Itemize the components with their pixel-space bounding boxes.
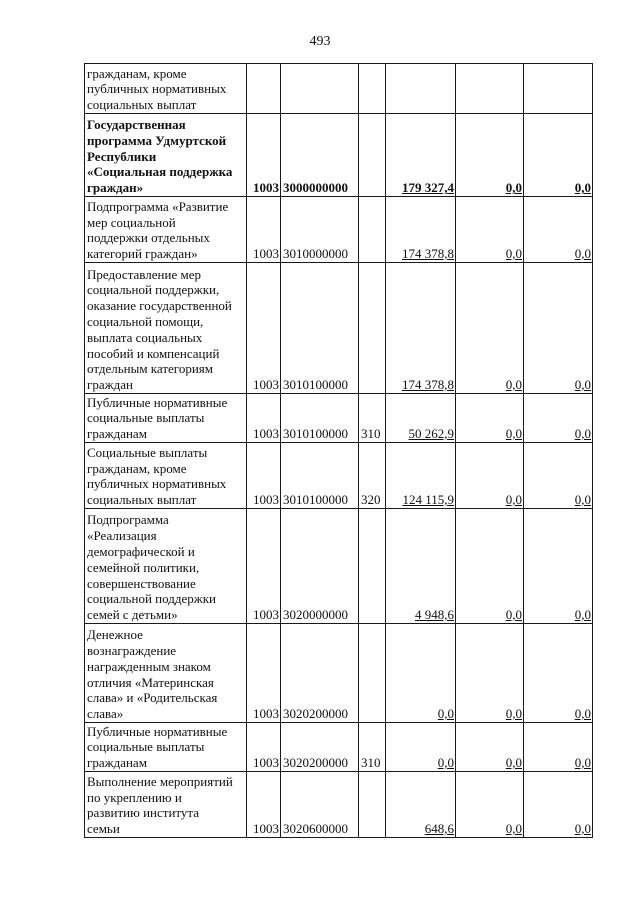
amount-year-1: 0,0 [386,624,456,723]
amount-year-1: 50 262,9 [386,394,456,443]
expense-type-code: 310 [359,394,386,443]
budget-table [84,63,593,838]
target-article-code: 3010100000 [281,443,359,509]
row-name: Государственная программа Удмуртской Республики «Социальная поддержка граждан» [85,114,247,197]
expense-type-code [359,197,386,263]
page-number: 493 [309,34,331,49]
amount-year-3: 0,0 [524,624,593,723]
amount-year-3: 0,0 [524,394,593,443]
amount-year-2: 0,0 [456,114,524,197]
amount-year-1: 0,0 [386,723,456,772]
table-row [85,624,593,723]
amount-year-3: 0,0 [524,772,593,838]
amount-year-3: 0,0 [524,723,593,772]
amount-year-3: 0,0 [524,443,593,509]
amount-year-3: 0,0 [524,263,593,394]
target-article-code: 3020200000 [281,723,359,772]
table-row [85,394,593,443]
amount-year-3: 0,0 [524,197,593,263]
row-name: Публичные нормативные социальные выплаты гражданам [85,394,247,443]
expense-type-code: 320 [359,443,386,509]
section-code: 1003 [247,723,281,772]
section-code: 1003 [247,772,281,838]
table-row [85,114,593,197]
section-code: 1003 [247,443,281,509]
amount-year-2 [456,64,524,114]
section-code: 1003 [247,624,281,723]
expense-type-code [359,509,386,624]
target-article-code: 3020000000 [281,509,359,624]
expense-type-code: 310 [359,723,386,772]
amount-year-1: 174 378,8 [386,197,456,263]
amount-year-2: 0,0 [456,394,524,443]
amount-year-3: 0,0 [524,114,593,197]
row-name: Денежное вознаграждение награжденным знаком отличия «Материнская слава» и «Родительская слава» [85,624,247,723]
target-article-code: 3000000000 [281,114,359,197]
row-name: Подпрограмма «Реализация демографической и семейной политики, совершенствование социальной поддержки семей с детьми» [85,509,247,624]
amount-year-2: 0,0 [456,197,524,263]
target-article-code: 3010000000 [281,197,359,263]
row-name: Социальные выплаты гражданам, кроме публичных нормативных социальных выплат [85,443,247,509]
expense-type-code [359,772,386,838]
table-row [85,723,593,772]
table-row [85,443,593,509]
expense-type-code [359,624,386,723]
table-row [85,263,593,394]
table-row [85,509,593,624]
amount-year-2: 0,0 [456,509,524,624]
target-article-code: 3010100000 [281,394,359,443]
amount-year-2: 0,0 [456,263,524,394]
row-name: Выполнение мероприятий по укреплению и развитию института семьи [85,772,247,838]
amount-year-3 [524,64,593,114]
section-code: 1003 [247,263,281,394]
amount-year-1: 174 378,8 [386,263,456,394]
section-code: 1003 [247,197,281,263]
expense-type-code [359,263,386,394]
target-article-code: 3020200000 [281,624,359,723]
row-name: Предоставление мер социальной поддержки, оказание государственной социальной помощи, выплата социальных пособий и компенсаций отдельным категориям граждан [85,263,247,394]
row-name: гражданам, кроме публичных нормативных социальных выплат [85,64,247,114]
row-name: Публичные нормативные социальные выплаты гражданам [85,723,247,772]
section-code: 1003 [247,114,281,197]
expense-type-code [359,64,386,114]
amount-year-1 [386,64,456,114]
amount-year-2: 0,0 [456,723,524,772]
section-code [247,64,281,114]
amount-year-2: 0,0 [456,624,524,723]
target-article-code: 3010100000 [281,263,359,394]
amount-year-1: 4 948,6 [386,509,456,624]
table-row [85,772,593,838]
table-row [85,197,593,263]
section-code: 1003 [247,509,281,624]
expense-type-code [359,114,386,197]
amount-year-3: 0,0 [524,509,593,624]
row-name: Подпрограмма «Развитие мер социальной поддержки отдельных категорий граждан» [85,197,247,263]
table-row [85,64,593,114]
amount-year-2: 0,0 [456,443,524,509]
amount-year-1: 179 327,4 [386,114,456,197]
section-code: 1003 [247,394,281,443]
target-article-code [281,64,359,114]
amount-year-1: 648,6 [386,772,456,838]
amount-year-2: 0,0 [456,772,524,838]
target-article-code: 3020600000 [281,772,359,838]
amount-year-1: 124 115,9 [386,443,456,509]
